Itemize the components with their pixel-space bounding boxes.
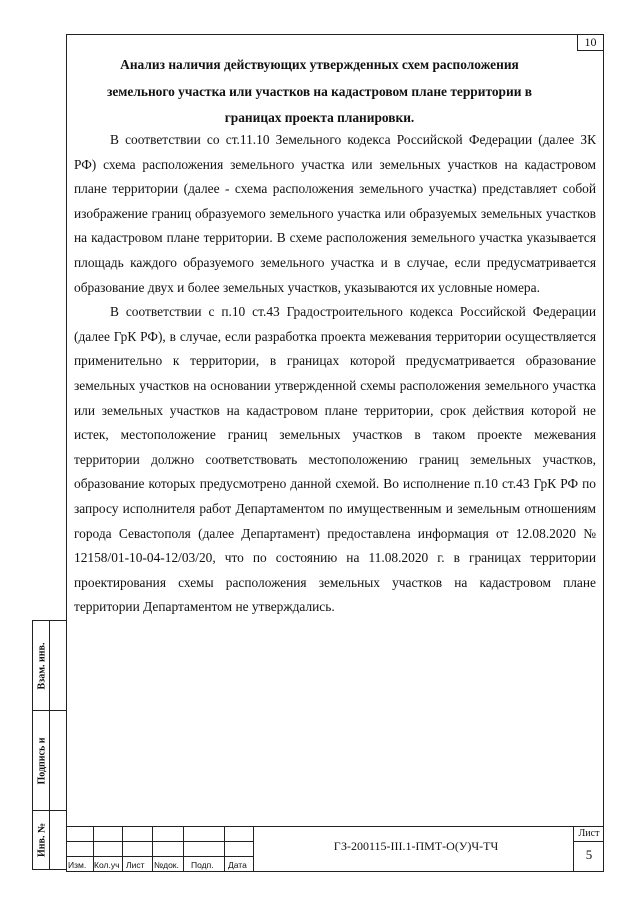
stamp-col-line-2 <box>122 827 123 872</box>
side-label-podpis: Подпись и <box>36 736 48 785</box>
stamp-header-izm: Изм. <box>68 860 87 870</box>
stamp-header-koluch: Кол.уч <box>94 860 120 870</box>
stamp-col-line-3 <box>152 827 153 872</box>
stamp-sheet-line <box>573 841 604 842</box>
side-label-vzam-inv: Взам. инв. <box>36 642 48 689</box>
section-title <box>0 52 639 132</box>
stamp-header-ndok: №док. <box>154 860 179 870</box>
stamp-col-line-4 <box>183 827 184 872</box>
side-cell-vzam <box>33 621 66 711</box>
corner-page-number: 10 <box>577 34 604 51</box>
stamp-header-data: Дата <box>228 860 247 870</box>
title-line-2: земельного участка или участков на кадастровом плане территории в <box>106 83 533 99</box>
paragraph-1: В соответствии со ст.11.10 Земельного кодекса Российской Федерации (далее ЗК РФ) схема расположения земельного участка или земельных участков на кадастровом плане территории (далее - схема расположения земельного участка) представляет собой изображение границ образуемого земельного участка или образуемых земельных участков на кадастровом плане территории. В схеме расположения земельного участка указывается площадь каждого образуемого земельного участка и в случае, если предусматривается образование двух и более земельных участков, указываются их условные номера. <box>74 132 596 295</box>
document-code: ГЗ-200115-III.1-ПМТ-О(У)Ч-ТЧ <box>333 839 499 853</box>
title-block <box>66 826 604 872</box>
paragraph-2: В соответствии с п.10 ст.43 Градостроительного кодекса Российской Федерации (далее ГрК РФ), в случае, если разработка проекта межевания территории осуществляется применительно к территории, в границах которой предусматривается образование земельных участков на основании утвержденной схемы расположения земельного участка или земельных участков на кадастровом плане территории, срок действия которой не истек, местоположение границ земельных участков в таком проекте межевания территории должно соответствовать местоположению границ земельных участков, образование которых предусмотрено данной схемой. Во исполнение п.10 ст.43 ГрК РФ по запросу исполнителя работ Департаментом по имущественным и земельным отношениям города Севастополя (далее Департамент) предоставлена информация от 12.08.2020 № 12158/01-10-04-12/03/20, что по состоянию на 11.08.2020 г. в границах территории проектирования схемы расположения земельных участков на кадастровом плане территории Департаментом не утверждались. <box>74 304 596 615</box>
side-approval-block <box>32 620 66 870</box>
body-text <box>74 128 596 620</box>
side-cell-inv <box>33 811 66 869</box>
stamp-header-podp: Подп. <box>191 860 214 870</box>
title-line-3: границах проекта планировки. <box>224 110 415 125</box>
sheet-label: Лист <box>578 828 600 839</box>
title-line-1: Анализ наличия действующих утвержденных схем расположения <box>120 57 519 72</box>
stamp-col-line-6 <box>253 827 254 872</box>
side-cell-podpis <box>33 711 66 811</box>
side-label-inv-no: Инв. № <box>36 823 48 857</box>
stamp-col-line-5 <box>224 827 225 872</box>
sheet-number: 5 <box>585 847 593 862</box>
stamp-header-list: Лист <box>126 860 145 870</box>
